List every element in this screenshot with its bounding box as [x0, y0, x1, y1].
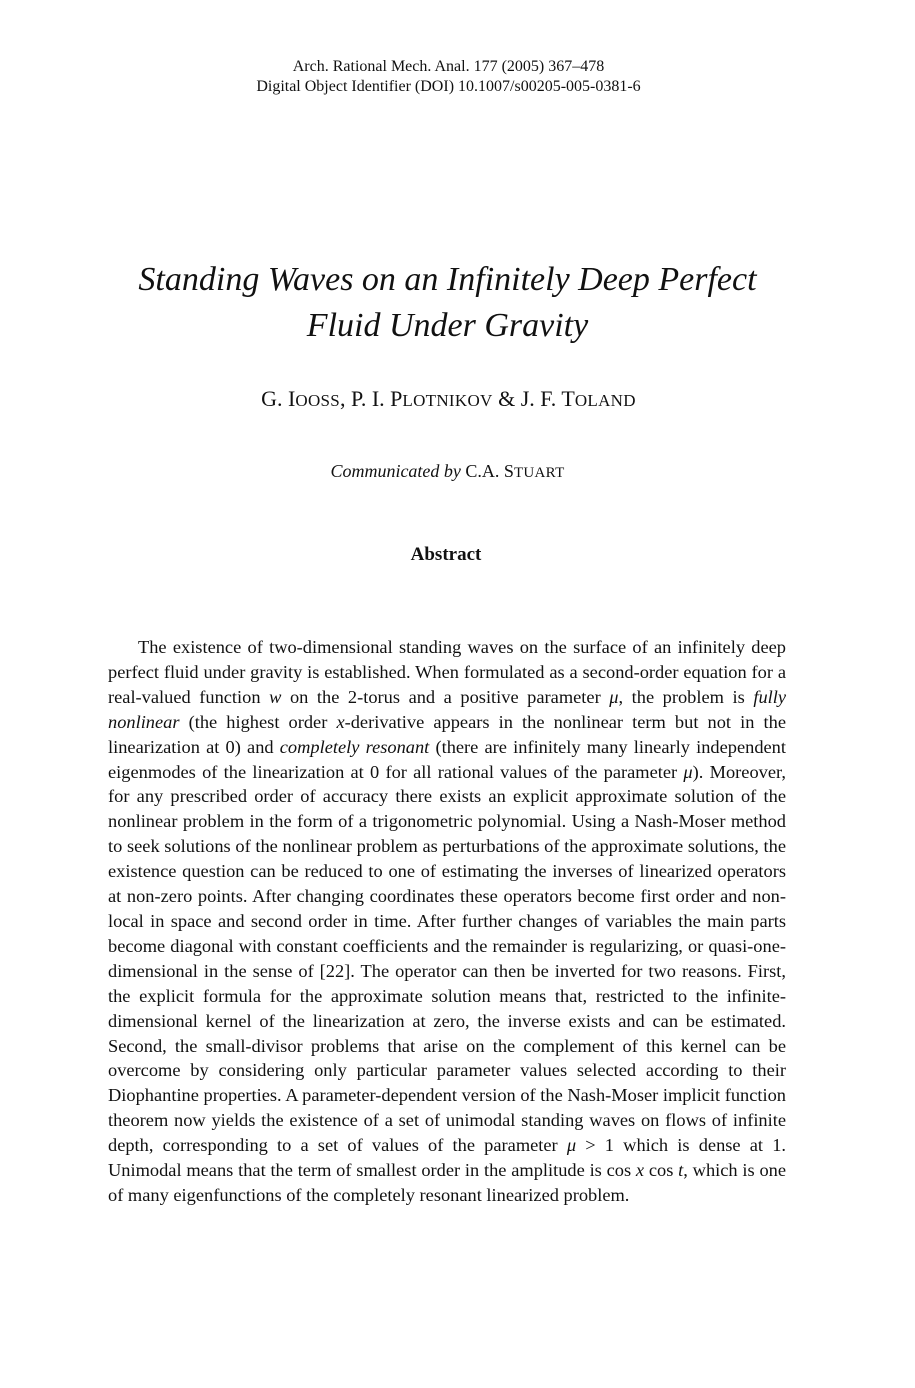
math-variable-x: x	[336, 711, 345, 732]
communicator-surname: TUART	[513, 465, 565, 481]
abstract-text-run: , which is one of many eigenfunctions of the completely resonant linearized problem.	[108, 1160, 786, 1205]
math-variable-w: w	[269, 686, 282, 707]
journal-header	[0, 57, 897, 97]
author-2-surname: LOTNIKOV	[402, 391, 493, 410]
journal-citation: Arch. Rational Mech. Anal. 177 (2005) 367–478	[292, 58, 605, 75]
abstract-heading: Abstract	[410, 544, 482, 565]
abstract-text-run: -derivative appears in the nonlinear term but not in the linearization at 0) and	[108, 711, 786, 757]
emphasis-fully-nonlinear: fully nonlinear	[108, 686, 787, 732]
title-line-2: Fluid Under Gravity	[306, 307, 589, 344]
author-3-surname: OLAND	[574, 391, 636, 410]
emphasis-completely-resonant: completely resonant	[279, 736, 430, 757]
communicated-prefix: Communicated by	[330, 461, 461, 481]
doi-line: Digital Object Identifier (DOI) 10.1007/s00205-005-0381-6	[256, 78, 641, 95]
abstract-text-run: on the 2-torus and a positive parameter	[281, 686, 610, 707]
author-1-initial: G. I	[261, 386, 296, 411]
paper-title	[0, 257, 895, 349]
abstract-text-run: (the highest order	[179, 711, 337, 732]
abstract-text-run: (there are infinitely many linearly independent eigenmodes of the linearization at 0 for all rational values of the parameter	[108, 736, 786, 782]
abstract-text-run: ). Moreover, for any prescribed order of accuracy there exists an explicit approximate solution of the nonlinear problem in the form of a trigonometric polynomial. Using a Nash-Moser method to seek solutions of the nonlinear problem as perturbations of the approximate solutions, the existence question can be reduced to one of estimating the inverses of linearized operators at non-zero points. After changing coordinates these operators become first order and non-local in space and second order in time. After further changes of variables the main parts become diagonal with constant coefficients and the remainder is regularizing, or quasi-one-dimensional in the sense of [22]. The operator can then be inverted for two reasons. First, the explicit formula for the approximate solution means that, restricted to the infinite-dimensional kernel of the linearization at zero, the inverse exists and can be estimated. Second, the small-divisor problems that arise on the complement of this kernel can be overcome by considering only particular parameter values selected according to their Diophantine properties. A parameter-dependent version of the Nash-Moser implicit function theorem now yields the existence of a set of unimodal standing waves on flows of infinite depth, corresponding to a set of values of the parameter	[108, 761, 786, 1156]
author-separator-2: & J. F. T	[492, 386, 575, 411]
abstract-text-run: > 1 which is dense at 1. Unimodal means that the term of smallest order in the amplitude is cos	[108, 1135, 786, 1181]
math-variable-mu: μ	[566, 1135, 577, 1156]
abstract-text-run: , the problem is	[618, 686, 754, 707]
abstract-text-run: The existence of two-dimensional standing waves on the surface of an infinitely deep perfect fluid under gravity is established. When formulated as a second-order equation for a real-valued function	[108, 637, 786, 707]
communicator-initial: C.A. S	[460, 461, 514, 481]
math-variable-t: t	[678, 1160, 684, 1181]
title-line-1: Standing Waves on an Infinitely Deep Perfect	[138, 261, 757, 298]
math-variable-x: x	[635, 1160, 645, 1181]
math-variable-mu: μ	[683, 761, 693, 782]
abstract-text-run: cos	[644, 1160, 679, 1181]
author-1-surname: OOSS	[295, 391, 341, 410]
author-separator-1: , P. I. P	[340, 386, 403, 411]
author-list	[0, 385, 897, 415]
math-variable-mu: μ	[609, 686, 619, 707]
abstract-text	[108, 635, 786, 1208]
communicated-by	[0, 459, 895, 485]
